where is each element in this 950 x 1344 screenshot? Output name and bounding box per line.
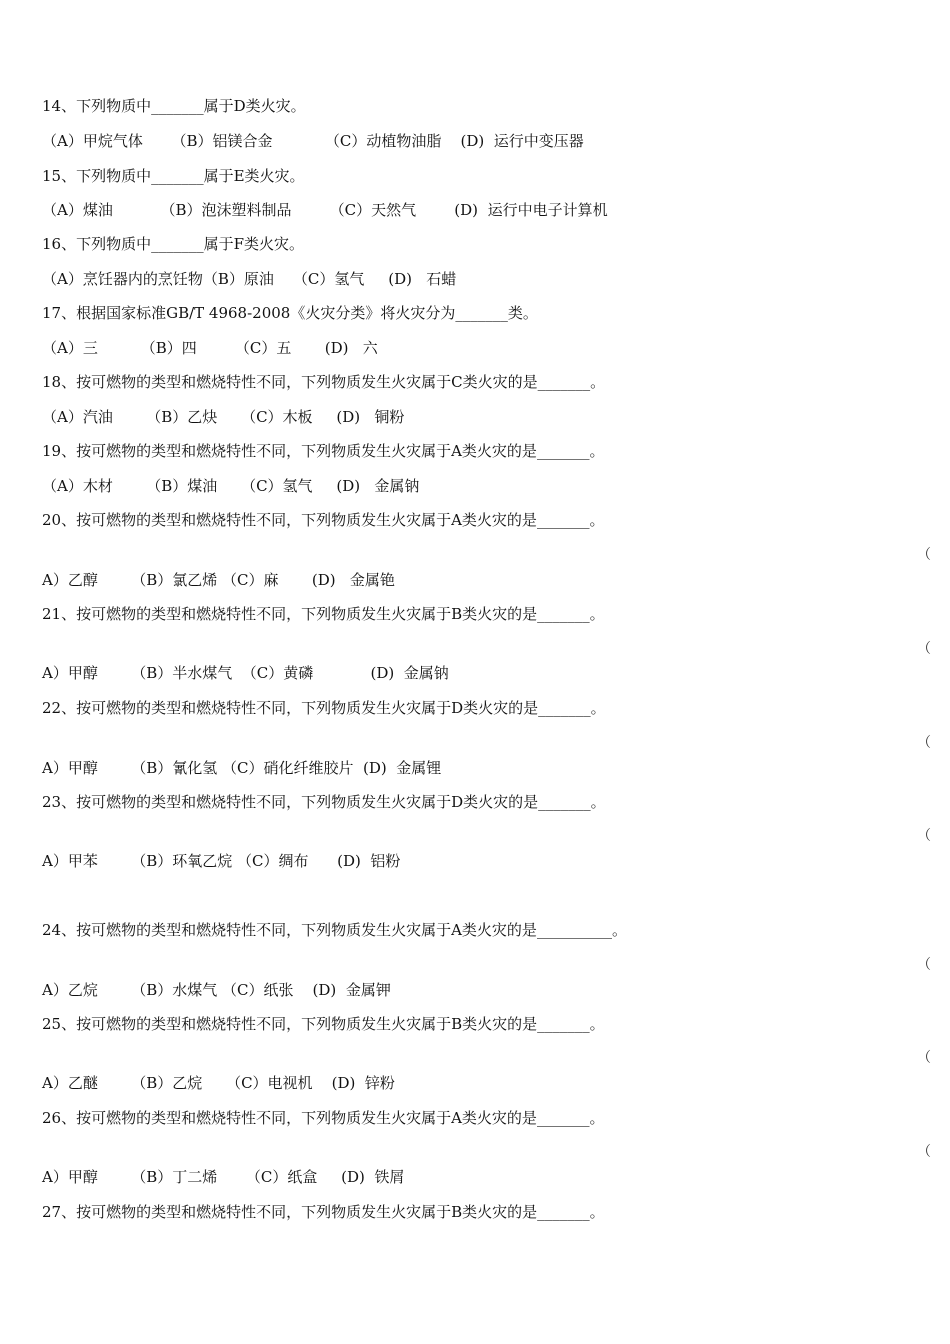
answer-blank: _______ [538, 793, 591, 811]
question-text-end: 。 [589, 1109, 605, 1127]
question-text: 24、按可燃物的类型和燃烧特性不同，下列物质发生火灾属于A类火灾的是 [42, 921, 537, 939]
options-26: A）甲醇 （B）丁二烯 （C）纸盒 (D) 铁屑 [42, 1168, 405, 1186]
question-text: 18、按可燃物的类型和燃烧特性不同，下列物质发生火灾属于C类火灾的是 [42, 373, 538, 391]
question-text-end: 。 [590, 373, 606, 391]
question-text-end: 。 [589, 511, 605, 529]
question-text-end: 。 [590, 793, 606, 811]
option-paren: （ [917, 641, 931, 657]
question-text-end: 类。 [507, 304, 538, 322]
options-24: A）乙烷 （B）水煤气 （C）纸张 (D) 金属钾 [42, 981, 391, 999]
question-17 [42, 303, 538, 323]
question-16 [42, 234, 304, 254]
options-21: A）甲醇 （B）半水煤气 （C）黄磷 (D) 金属钠 [42, 664, 449, 682]
option-paren: （ [917, 547, 931, 563]
answer-blank: _______ [537, 373, 591, 391]
question-26 [42, 1108, 604, 1128]
answer-blank: _______ [537, 605, 590, 623]
question-text: 16、下列物质中 [42, 235, 152, 253]
question-22 [42, 698, 606, 718]
question-text-end: 属于E类火灾。 [203, 167, 305, 185]
option-paren: （ [917, 828, 931, 844]
question-21 [42, 604, 605, 624]
question-20 [42, 510, 604, 530]
question-text: 23、按可燃物的类型和燃烧特性不同，下列物质发生火灾属于D类火灾的是 [42, 793, 539, 811]
question-18 [42, 372, 605, 392]
options-15: （A）煤油 （B）泡沫塑料制品 （C）天然气 (D) 运行中电子计算机 [42, 201, 608, 219]
options-22: A）甲醇 （B）氰化氢 （C）硝化纤维胶片 (D) 金属锂 [42, 759, 442, 777]
question-27 [42, 1202, 605, 1222]
answer-blank: _______ [151, 167, 204, 185]
question-15 [42, 166, 305, 186]
question-text: 15、下列物质中 [42, 167, 152, 185]
answer-blank: _______ [151, 97, 204, 115]
question-text-end: 属于D类火灾。 [203, 97, 306, 115]
answer-blank: _______ [537, 1015, 590, 1033]
option-paren: （ [917, 735, 931, 751]
question-text-end: 。 [590, 699, 606, 717]
question-23 [42, 792, 606, 812]
options-18: （A）汽油 （B）乙炔 （C）木板 (D) 铜粉 [42, 408, 405, 426]
question-text: 17、根据国家标准GB/T 4968-2008《火灾分类》将火灾分为 [42, 304, 456, 322]
question-text: 20、按可燃物的类型和燃烧特性不同，下列物质发生火灾属于A类火灾的是 [42, 511, 537, 529]
option-paren: （ [917, 1050, 931, 1066]
options-25: A）乙醚 （B）乙烷 （C）电视机 (D) 锌粉 [42, 1074, 395, 1092]
question-24 [42, 920, 627, 940]
answer-blank: _______ [538, 699, 591, 717]
options-16: （A）烹饪器内的烹饪物（B）原油 （C）氢气 (D) 石蜡 [42, 270, 457, 288]
options-17: （A）三 （B）四 （C）五 (D) 六 [42, 339, 378, 357]
options-14: （A）甲烷气体 （B）铝镁合金 （C）动植物油脂 (D) 运行中变压器 [42, 132, 584, 150]
question-14 [42, 96, 306, 116]
answer-blank: _______ [537, 1203, 590, 1221]
question-19 [42, 441, 604, 461]
question-text-end: 。 [611, 921, 627, 939]
answer-blank: _______ [151, 235, 204, 253]
answer-blank: __________ [536, 921, 612, 939]
answer-blank: _______ [536, 442, 590, 460]
answer-blank: _______ [455, 304, 508, 322]
question-25 [42, 1014, 605, 1034]
question-text-end: 。 [589, 1015, 605, 1033]
question-text: 19、按可燃物的类型和燃烧特性不同，下列物质发生火灾属于A类火灾的是 [42, 442, 537, 460]
options-23: A）甲苯 （B）环氧乙烷 （C）绸布 (D) 铝粉 [42, 852, 401, 870]
options-19: （A）木材 （B）煤油 （C）氢气 (D) 金属钠 [42, 477, 420, 495]
options-20: A）乙醇 （B）氯乙烯 （C）麻 (D) 金属铯 [42, 571, 395, 589]
question-text-end: 。 [589, 442, 605, 460]
answer-blank: _______ [536, 511, 590, 529]
question-text-end: 。 [589, 1203, 605, 1221]
question-text: 21、按可燃物的类型和燃烧特性不同，下列物质发生火灾属于B类火灾的是 [42, 605, 538, 623]
option-paren: （ [917, 1144, 931, 1160]
question-text-end: 属于F类火灾。 [203, 235, 305, 253]
answer-blank: _______ [536, 1109, 590, 1127]
question-text: 27、按可燃物的类型和燃烧特性不同，下列物质发生火灾属于B类火灾的是 [42, 1203, 538, 1221]
question-text: 22、按可燃物的类型和燃烧特性不同，下列物质发生火灾属于D类火灾的是 [42, 699, 539, 717]
question-text: 26、按可燃物的类型和燃烧特性不同，下列物质发生火灾属于A类火灾的是 [42, 1109, 537, 1127]
question-text-end: 。 [589, 605, 605, 623]
question-text: 14、下列物质中 [42, 97, 152, 115]
question-text: 25、按可燃物的类型和燃烧特性不同，下列物质发生火灾属于B类火灾的是 [42, 1015, 538, 1033]
option-paren: （ [917, 957, 931, 973]
